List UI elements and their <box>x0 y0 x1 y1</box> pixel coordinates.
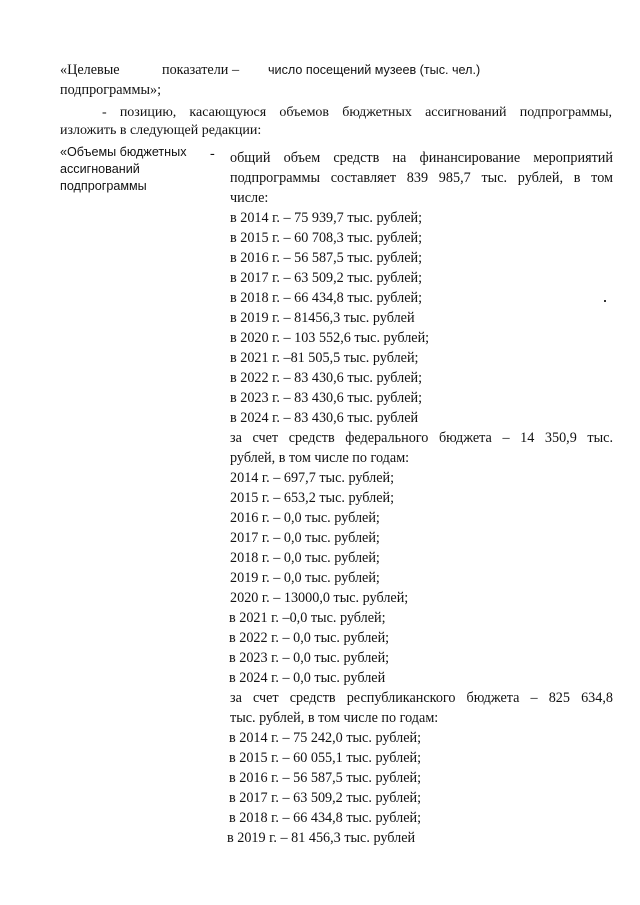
detail-line: общий объем средств на финансирование мероприятий <box>230 150 613 166</box>
detail-line: в 2018 г. – 66 434,8 тыс. рублей; <box>230 290 423 306</box>
detail-line: 2018 г. – 0,0 тыс. рублей; <box>230 550 380 566</box>
detail-line: тыс. рублей, в том числе по годам: <box>230 710 439 726</box>
budget-allocations-details <box>227 148 613 848</box>
detail-line: за счет средств федерального бюджета – 14 350,9 тыс. <box>230 430 613 446</box>
target-indicators-value: число посещений музеев (тыс. чел.) <box>268 63 481 77</box>
detail-line: подпрограммы составляет 839 985,7 тыс. рублей, в том <box>230 170 613 186</box>
detail-line: в 2015 г. – 60 055,1 тыс. рублей; <box>229 750 422 766</box>
detail-line: в 2017 г. – 63 509,2 тыс. рублей; <box>230 270 423 286</box>
detail-line: рублей, в том числе по годам: <box>230 450 410 466</box>
instruction-paragraph: - позицию, касающуюся объемов бюджетных ассигнований подпрограммы, изложить в следующей редакции: <box>60 105 612 138</box>
detail-line: 2014 г. – 697,7 тыс. рублей; <box>230 470 395 486</box>
detail-line: в 2014 г. – 75 242,0 тыс. рублей; <box>229 730 422 746</box>
detail-line: числе: <box>230 190 269 206</box>
detail-line: в 2023 г. – 83 430,6 тыс. рублей; <box>230 390 423 406</box>
detail-line: 2017 г. – 0,0 тыс. рублей; <box>230 530 380 546</box>
detail-line: в 2016 г. – 56 587,5 тыс. рублей; <box>229 770 422 786</box>
label-dash: - <box>210 146 215 162</box>
target-indicators-dash: – <box>232 62 240 78</box>
detail-line: в 2022 г. – 0,0 тыс. рублей; <box>229 630 390 646</box>
detail-line: в 2021 г. –81 505,5 тыс. рублей; <box>230 350 419 366</box>
detail-line: в 2015 г. – 60 708,3 тыс. рублей; <box>230 230 423 246</box>
detail-line: в 2014 г. – 75 939,7 тыс. рублей; <box>230 210 423 226</box>
detail-line: 2015 г. – 653,2 тыс. рублей; <box>230 490 395 506</box>
detail-line: в 2020 г. – 103 552,6 тыс. рублей; <box>230 330 430 346</box>
detail-line: в 2021 г. –0,0 тыс. рублей; <box>229 610 386 626</box>
budget-allocations-label: «Объемы бюджетных ассигнований подпрограммы <box>60 145 187 193</box>
target-indicators-word-1: «Целевые <box>60 62 120 78</box>
scan-speck <box>604 300 606 302</box>
subprogram-closing-line: подпрограммы»; <box>60 82 162 98</box>
detail-line: 2016 г. – 0,0 тыс. рублей; <box>230 510 380 526</box>
detail-line: в 2018 г. – 66 434,8 тыс. рублей; <box>229 810 422 826</box>
detail-line: в 2024 г. – 83 430,6 тыс. рублей <box>230 410 419 426</box>
detail-line: 2020 г. – 13000,0 тыс. рублей; <box>230 590 409 606</box>
detail-line: за счет средств республиканского бюджета – 825 634,8 <box>230 690 613 706</box>
detail-line: в 2019 г. – 81 456,3 тыс. рублей <box>227 830 416 846</box>
target-indicators-word-2: показатели <box>162 62 229 78</box>
detail-line: в 2017 г. – 63 509,2 тыс. рублей; <box>229 790 422 806</box>
detail-line: в 2016 г. – 56 587,5 тыс. рублей; <box>230 250 423 266</box>
detail-line: 2019 г. – 0,0 тыс. рублей; <box>230 570 380 586</box>
detail-line: в 2023 г. – 0,0 тыс. рублей; <box>229 650 390 666</box>
detail-line: в 2019 г. – 81456,3 тыс. рублей <box>230 310 415 326</box>
detail-line: в 2024 г. – 0,0 тыс. рублей <box>229 670 386 686</box>
detail-line: в 2022 г. – 83 430,6 тыс. рублей; <box>230 370 423 386</box>
